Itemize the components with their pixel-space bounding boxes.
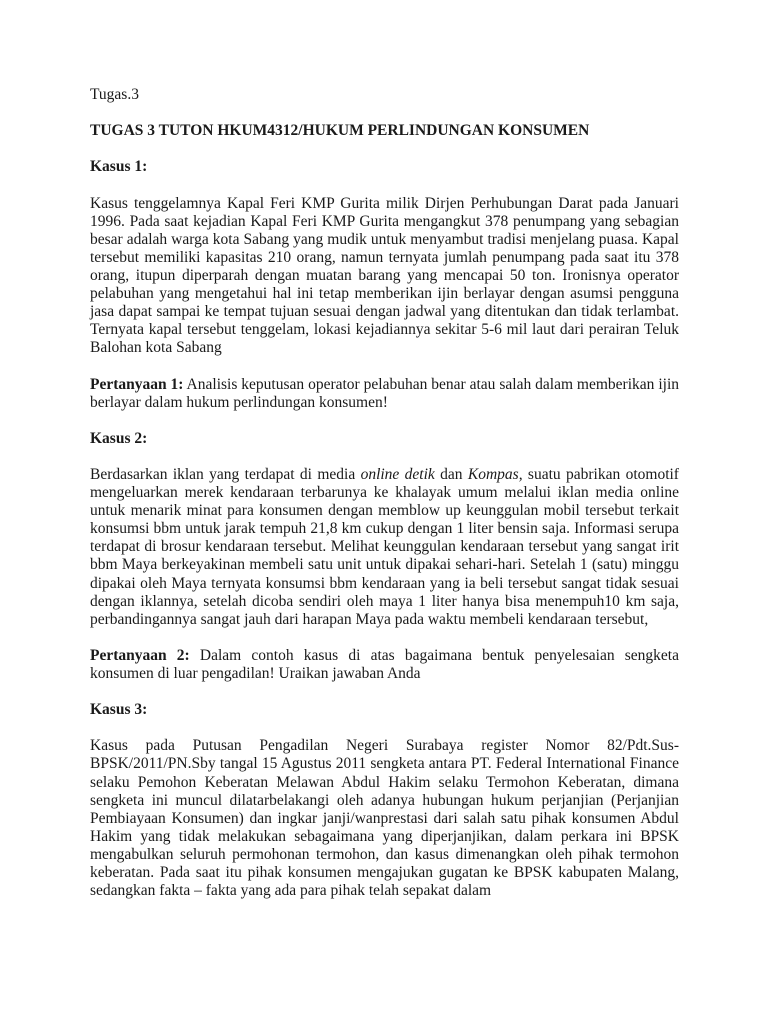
pertanyaan-1-label: Pertanyaan 1:: [90, 375, 184, 393]
pertanyaan-1-text: Analisis keputusan operator pelabuhan benar atau salah dalam memberikan ijin berlayar dalam hukum perlindungan konsumen!: [90, 375, 680, 411]
kasus-2-body: [90, 466, 679, 629]
doc-label: Tugas.3: [90, 86, 139, 103]
kasus-2-italic-run: online detik: [360, 465, 435, 483]
kasus-2-text-run: Berdasarkan iklan yang terdapat di media: [90, 465, 361, 483]
pertanyaan-2: [90, 647, 679, 683]
kasus-3-heading: Kasus 3:: [90, 701, 148, 719]
doc-title: TUGAS 3 TUTON HKUM4312/HUKUM PERLINDUNGAN KONSUMEN: [90, 122, 590, 140]
kasus-1-heading: Kasus 1:: [90, 158, 148, 176]
kasus-2-italic-run: Kompas,: [467, 465, 523, 483]
pertanyaan-1: [90, 376, 679, 412]
kasus-2-text-run: dan: [434, 465, 468, 483]
pertanyaan-2-text: Dalam contoh kasus di atas bagaimana bentuk penyelesaian sengketa konsumen di luar pengadilan! Uraikan jawaban Anda: [90, 646, 679, 682]
kasus-2-text-run: suatu pabrikan otomotif mengeluarkan merek kendaraan terbarunya ke khalayak umum melalui iklan media online untuk menarik minat para konsumen dengan memblow up keunggulan mobil tersebut terkait konsumsi bbm untuk jarak tempuh 21,8 km cukup dengan 1 liter bensin saja. Informasi serupa terdapat di brosur kendaraan tersebut. Melihat keunggulan kendaraan tersebut yang sangat irit bbm Maya berkeyakinan membeli satu unit untuk dipakai sehari-hari. Setelah 1 (satu) minggu dipakai oleh Maya ternyata konsumsi bbm kendaraan yang ia beli tersebut sangat tidak sesuai dengan iklannya, setelah dicoba sendiri oleh maya 1 liter hanya bisa menempuh10 km saja, perbandingannya sangat jauh dari harapan Maya pada waktu membeli kendaraan tersebut,: [90, 465, 679, 628]
kasus-3-body: Kasus pada Putusan Pengadilan Negeri Surabaya register Nomor 82/Pdt.Sus-BPSK/2011/PN.Sby tangal 15 Agustus 2011 sengketa antara PT. Federal International Finance selaku Pemohon Keberatan Melawan Abdul Hakim selaku Termohon Keberatan, dimana sengketa ini muncul dilatarbelakangi oleh adanya hubungan hukum perjanjian (Perjanjian Pembiayaan Konsumen) dan ingkar janji/wanprestasi dari salah satu pihak konsumen Abdul Hakim yang tidak melakukan sebagaimana yang diperjanjikan, dalam perkara ini BPSK mengabulkan seluruh permohonan termohon, dan kasus dimenangkan oleh pihak termohon keberatan. Pada saat itu pihak konsumen mengajukan gugatan ke BPSK kabupaten Malang, sedangkan fakta – fakta yang ada para pihak telah sepakat dalam: [90, 737, 679, 900]
kasus-1-body: Kasus tenggelamnya Kapal Feri KMP Gurita milik Dirjen Perhubungan Darat pada Januari 1996. Pada saat kejadian Kapal Feri KMP Gurita mengangkut 378 penumpang yang sebagian besar adalah warga kota Sabang yang mudik untuk menyambut tradisi menjelang puasa. Kapal tersebut memiliki kapasitas 210 orang, namun ternyata jumlah penumpang pada saat itu 378 orang, itupun diperparah dengan muatan barang yang mencapai 50 ton. Ironisnya operator pelabuhan yang mengetahui hal ini tetap memberikan ijin berlayar dengan asumsi pengguna jasa dapat sampai ke tempat tujuan sesuai dengan jadwal yang ditentukan dan tidak terlambat. Ternyata kapal tersebut tenggelam, lokasi kejadiannya sekitar 5-6 mil laut dari perairan Teluk Balohan kota Sabang: [90, 194, 679, 357]
kasus-2-heading: Kasus 2:: [90, 429, 148, 447]
pertanyaan-2-label: Pertanyaan 2:: [90, 646, 190, 664]
document-page: [90, 86, 679, 918]
